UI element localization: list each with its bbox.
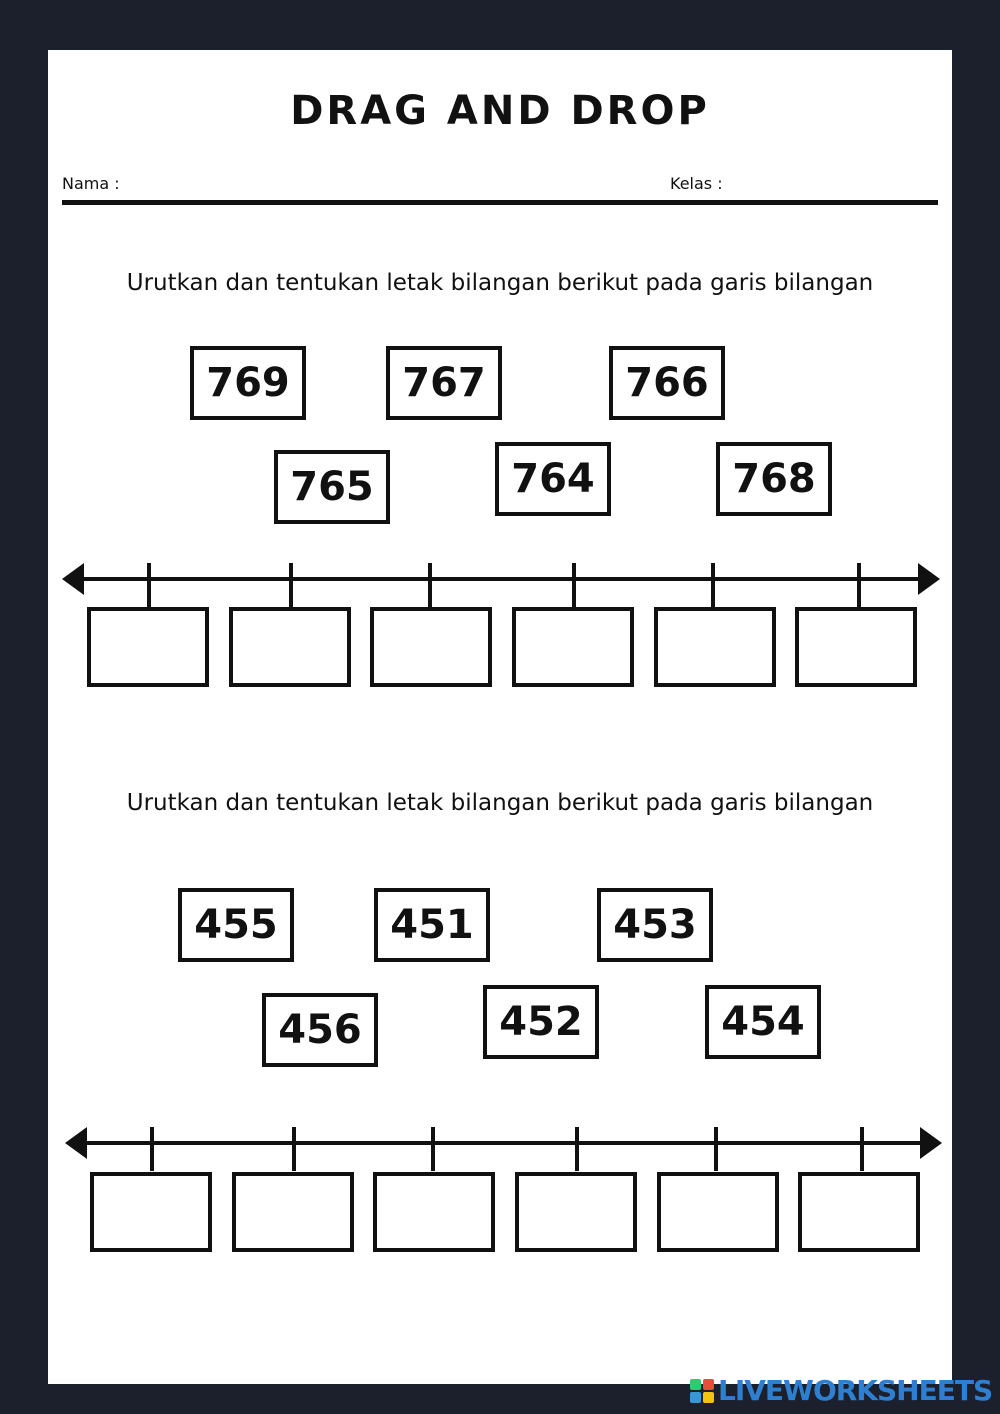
- instruction-text-2: Urutkan dan tentukan letak bilangan berikut pada garis bilangan: [126, 790, 874, 816]
- number-card[interactable]: 767: [386, 346, 502, 420]
- name-label: Nama :: [62, 174, 120, 193]
- drop-target[interactable]: [373, 1172, 495, 1252]
- drop-target[interactable]: [512, 607, 634, 687]
- drop-target[interactable]: [654, 607, 776, 687]
- liveworksheets-logo-icon: [690, 1379, 714, 1403]
- tick-mark: [428, 563, 432, 607]
- number-card[interactable]: 764: [495, 442, 611, 516]
- instruction-text-1: Urutkan dan tentukan letak bilangan berikut pada garis bilangan: [126, 270, 874, 296]
- drop-target[interactable]: [90, 1172, 212, 1252]
- tick-mark: [575, 1127, 579, 1171]
- axis-line: [83, 1141, 925, 1145]
- number-card[interactable]: 455: [178, 888, 294, 962]
- arrow-right-icon: [920, 1127, 942, 1159]
- number-card[interactable]: 451: [374, 888, 490, 962]
- watermark-text: LIVEWORKSHEETS: [718, 1374, 993, 1407]
- tick-mark: [292, 1127, 296, 1171]
- number-card[interactable]: 769: [190, 346, 306, 420]
- number-card[interactable]: 453: [597, 888, 713, 962]
- tick-mark: [860, 1127, 864, 1171]
- drop-target[interactable]: [229, 607, 351, 687]
- tick-mark: [572, 563, 576, 607]
- number-card[interactable]: 454: [705, 985, 821, 1059]
- tick-mark: [431, 1127, 435, 1171]
- drop-target[interactable]: [370, 607, 492, 687]
- tick-mark: [857, 563, 861, 607]
- tick-mark: [289, 563, 293, 607]
- drop-target[interactable]: [87, 607, 209, 687]
- drop-target[interactable]: [232, 1172, 354, 1252]
- arrow-right-icon: [918, 563, 940, 595]
- tick-mark: [150, 1127, 154, 1171]
- number-card[interactable]: 766: [609, 346, 725, 420]
- tick-mark: [714, 1127, 718, 1171]
- number-card[interactable]: 765: [274, 450, 390, 524]
- drop-target[interactable]: [657, 1172, 779, 1252]
- number-card[interactable]: 768: [716, 442, 832, 516]
- tick-mark: [711, 563, 715, 607]
- class-label: Kelas :: [670, 174, 723, 193]
- header-divider: [62, 200, 938, 205]
- tick-mark: [147, 563, 151, 607]
- liveworksheets-watermark: [690, 1374, 992, 1407]
- axis-line: [80, 577, 922, 581]
- drop-target[interactable]: [515, 1172, 637, 1252]
- worksheet-title: DRAG AND DROP: [290, 88, 710, 134]
- number-card[interactable]: 456: [262, 993, 378, 1067]
- number-card[interactable]: 452: [483, 985, 599, 1059]
- drop-target[interactable]: [795, 607, 917, 687]
- drop-target[interactable]: [798, 1172, 920, 1252]
